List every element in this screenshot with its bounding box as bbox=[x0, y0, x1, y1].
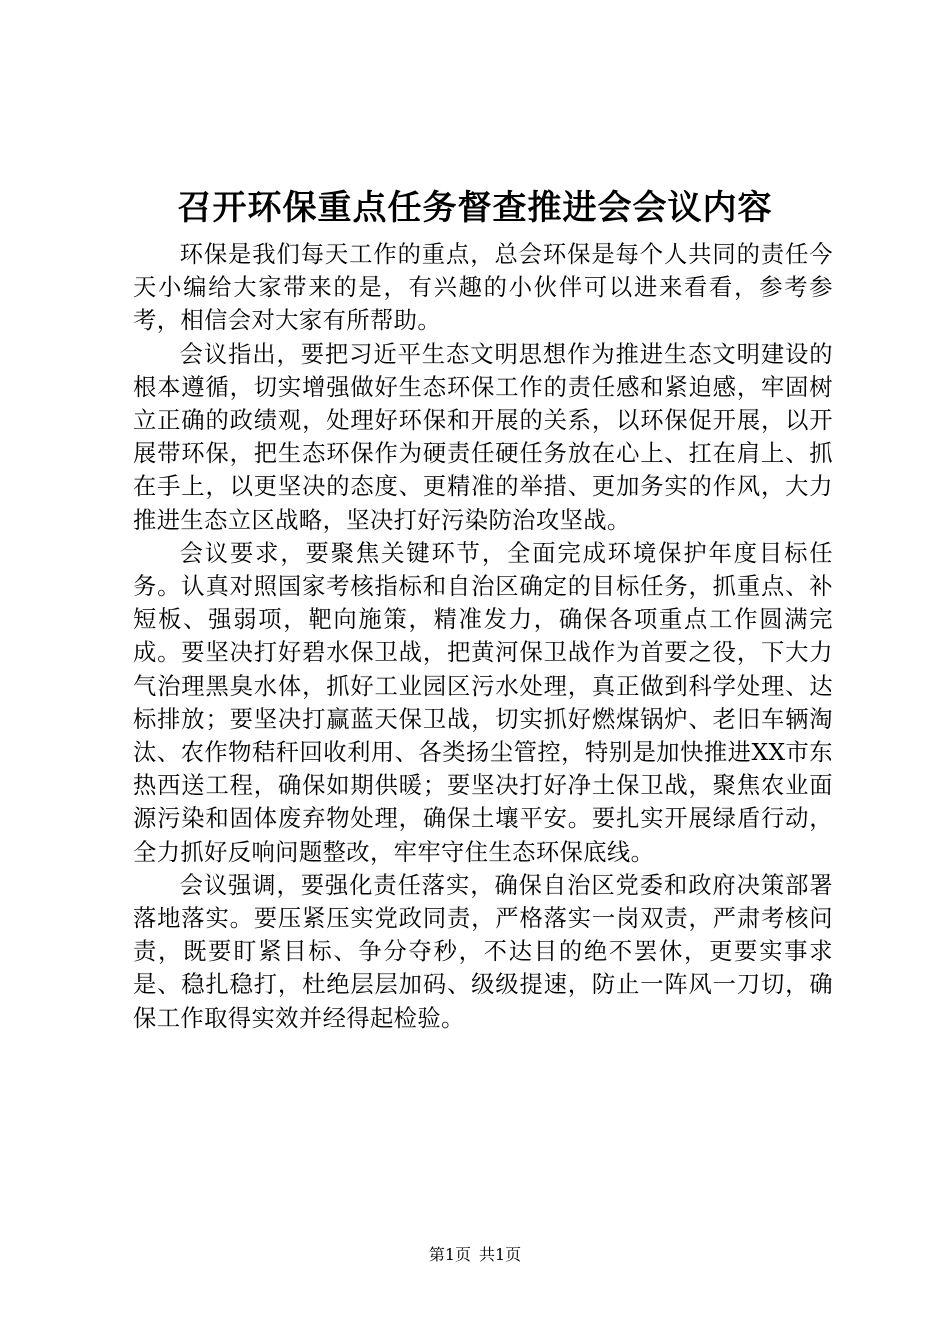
paragraph-meeting-emphasis: 会议强调，要强化责任落实，确保自治区党委和政府决策部署落地落实。要压紧压实党政同责，严格落实一岗双责，严肃考核问责，既要盯紧目标、争分夺秒，不达目的绝不罢休，更要实事求是、稳扎稳打，杜绝层层加码、级级提速，防止一阵风一刀切，确保工作取得实效并经得起检验。 bbox=[133, 871, 833, 1032]
paragraph-intro: 环保是我们每天工作的重点，总会环保是每个人共同的责任今天小编给大家带来的是，有兴趣的小伙伴可以进来看看，参考参考，相信会对大家有所帮助。 bbox=[133, 241, 833, 335]
paragraph-meeting-points: 会议指出，要把习近平生态文明思想作为推进生态文明建设的根本遵循，切实增强做好生态环保工作的责任感和紧迫感，牢固树立正确的政绩观，处理好环保和开展的关系，以环保促开展，以开展带环保，把生态环保作为硬责任硬任务放在心上、扛在肩上、抓在手上，以更坚决的态度、更精准的举措、更加务实的作风，大力推进生态立区战略，坚决打好污染防治攻坚战。 bbox=[133, 340, 833, 534]
page-total: 共1页 bbox=[479, 1245, 522, 1264]
paragraph-meeting-requirements: 会议要求，要聚焦关键环节，全面完成环境保护年度目标任务。认真对照国家考核指标和自治区确定的目标任务，抓重点、补短板、强弱项，靶向施策，精准发力，确保各项重点工作圆满完成。要坚决打好碧水保卫战，把黄河保卫战作为首要之役，下大力气治理黑臭水体，抓好工业园区污水处理，真正做到科学处理、达标排放；要坚决打赢蓝天保卫战，切实抓好燃煤锅炉、老旧车辆淘汰、农作物秸秆回收利用、各类扬尘管控，特别是加快推进XX市东热西送工程，确保如期供暖；要坚决打好净土保卫战，聚焦农业面源污染和固体废弃物处理，确保土壤平安。要扎实开展绿盾行动，全力抓好反响问题整改，牢牢守住生态环保底线。 bbox=[133, 539, 833, 866]
page-footer bbox=[0, 1244, 950, 1266]
document-title: 召开环保重点任务督查推进会会议内容 bbox=[177, 188, 773, 228]
page-number: 第1页 bbox=[428, 1245, 471, 1264]
document-body bbox=[133, 238, 833, 1035]
